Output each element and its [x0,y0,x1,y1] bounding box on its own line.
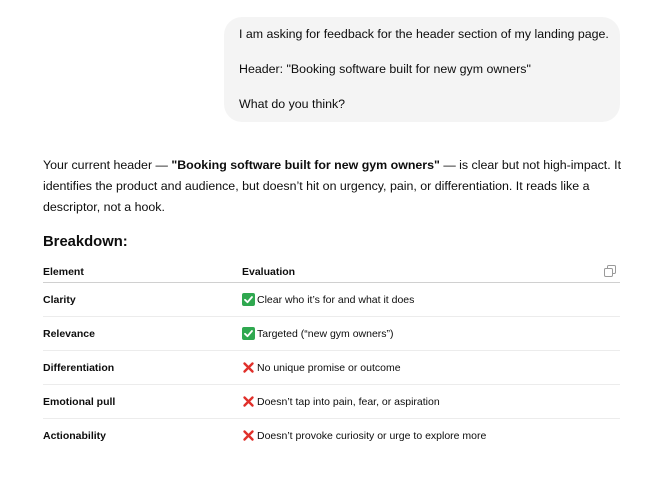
intro-text-start: Your current header — [43,158,172,172]
row-evaluation [242,429,486,442]
row-element-emotional-pull: Emotional pull [43,396,116,408]
evaluation-text: No unique promise or outcome [257,361,401,374]
user-message-line-2: Header: "Booking software built for new gym owners" [239,62,531,76]
row-evaluation [242,361,401,374]
intro-text-end: — is clear but not high-impact. It identifies the product and audience, but doesn’t hit on urgency, pain, or differentiation. It reads like a descriptor, not a hook. [43,158,622,214]
check-mark-icon [242,293,255,306]
row-element-clarity: Clarity [43,294,76,306]
breakdown-table [43,262,620,452]
user-message-line-3: What do you think? [239,97,346,111]
row-element-actionability: Actionability [43,430,107,442]
row-element-differentiation: Differentiation [43,362,115,374]
evaluation-text: Targeted (“new gym owners”) [257,327,394,340]
table-row [43,283,620,317]
breakdown-heading: Breakdown: [43,234,128,250]
column-header-evaluation: Evaluation [242,266,296,278]
quoted-header: "Booking software built for new gym owners" [171,158,440,172]
copy-icon[interactable] [604,265,616,277]
check-mark-icon [242,327,255,340]
row-evaluation [242,293,414,306]
evaluation-text: Doesn’t tap into pain, fear, or aspiration [257,395,440,408]
table-row [43,351,620,385]
column-header-element: Element [43,266,84,278]
user-message-line-1: I am asking for feedback for the header section of my landing page. [239,27,609,41]
table-row [43,317,620,351]
cross-mark-icon [242,395,255,408]
table-row [43,385,620,419]
evaluation-text: Doesn’t provoke curiosity or urge to explore more [257,429,487,442]
row-element-relevance: Relevance [43,328,95,340]
cross-mark-icon [242,429,255,442]
table-row [43,419,620,452]
evaluation-text: Clear who it’s for and what it does [257,293,415,306]
user-message-bubble [224,17,620,122]
row-evaluation [242,327,394,340]
cross-mark-icon [242,361,255,374]
row-evaluation [242,395,440,408]
assistant-answer [43,155,623,218]
table-header-row [43,262,620,283]
